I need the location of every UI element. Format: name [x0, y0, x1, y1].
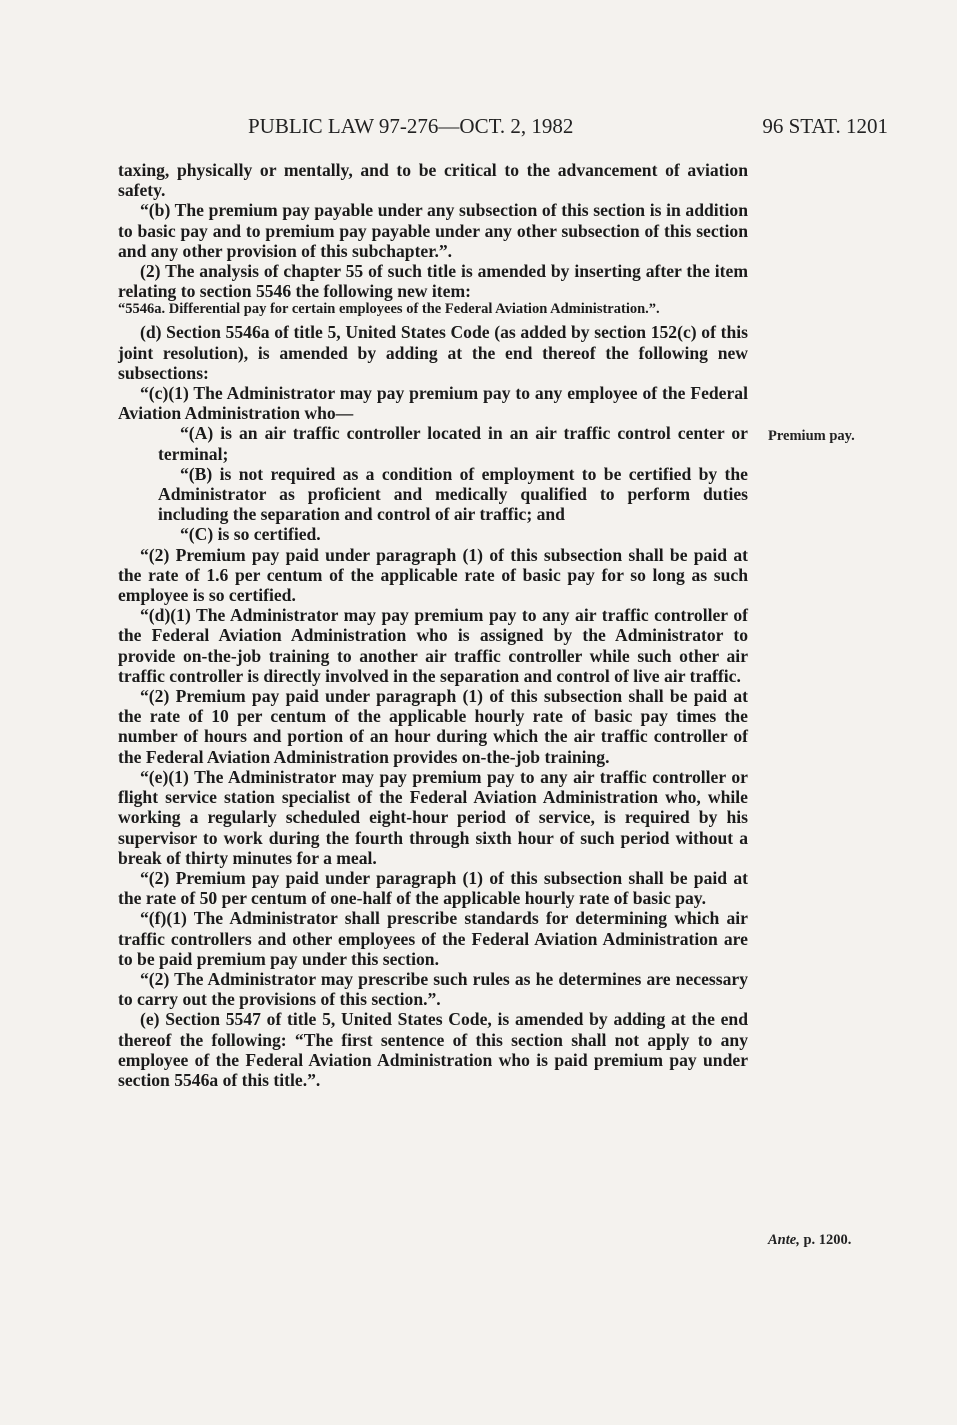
paragraph: (2) The analysis of chapter 55 of such title is amended by inserting after the item relating to section 5546 the following new item:: [118, 261, 748, 302]
statute-citation: 96 STAT. 1201: [762, 114, 888, 138]
margin-note-ante: Ante, p. 1200.: [768, 1232, 852, 1248]
paragraph: “(A) is an air traffic controller located in an air traffic control center or terminal;: [158, 423, 748, 464]
paragraph: “(f)(1) The Administrator shall prescribe standards for determining which air traffic controllers and other employees of the Federal Aviation Administration are to be paid premium pay under this section.: [118, 908, 748, 969]
page-title: PUBLIC LAW 97-276—OCT. 2, 1982: [248, 114, 574, 138]
paragraph: taxing, physically or mentally, and to be critical to the advancement of aviation safety.: [118, 160, 748, 201]
paragraph: “(e)(1) The Administrator may pay premium pay to any air traffic controller or flight service station specialist of the Federal Aviation Administration who, while working a regularly scheduled eight-hour period of service, is required by his supervisor to work during the fourth through sixth hour of such period without a break of thirty minutes for a meal.: [118, 766, 748, 868]
paragraph: “(2) The Administrator may prescribe such rules as he determines are necessary to carry out the provisions of this section.”.: [118, 968, 748, 1010]
table-of-contents-item: “5546a. Differential pay for certain employees of the Federal Aviation Administration.”.: [118, 301, 660, 318]
paragraph: “(C) is so certified.: [180, 524, 321, 545]
document-body: [118, 160, 748, 1090]
paragraph: “(2) Premium pay paid under paragraph (1) of this subsection shall be paid at the rate of 50 per centum of one-half of the applicable hourly rate of basic pay.: [118, 867, 748, 909]
paragraph: (d) Section 5546a of title 5, United States Code (as added by section 152(c) of this joint resolution), is amended by adding at the end thereof the following new subsections:: [118, 322, 748, 383]
paragraph: “(2) Premium pay paid under paragraph (1) of this subsection shall be paid at the rate of 10 per centum of the applicable hourly rate of basic pay times the number of hours and portion of an hour during which the air traffic controller of the Federal Aviation Administration provides on-the-job training.: [118, 686, 748, 767]
page-header: [118, 114, 888, 144]
paragraph: “(d)(1) The Administrator may pay premium pay to any air traffic controller of the Federal Aviation Administration who is assigned by the Administrator to provide on-the-job training to another air traffic controller while such other air traffic controller is directly involved in the separation and control of live air traffic.: [118, 605, 748, 686]
margin-note-premium-pay: Premium pay.: [768, 428, 855, 444]
paragraph: (e) Section 5547 of title 5, United States Code, is amended by adding at the end thereof the following: “The first sentence of this section shall not apply to any employee of the Federal Aviation Administration who is paid premium pay under section 5546a of this title.”.: [118, 1009, 748, 1090]
paragraph: “(c)(1) The Administrator may pay premium pay to any employee of the Federal Aviation Administration who—: [118, 383, 748, 424]
paragraph: “(b) The premium pay payable under any subsection of this section is in addition to basic pay and to premium pay payable under any other subsection of this section and any other provision of this subchapter.”.: [118, 200, 748, 261]
paragraph: “(2) Premium pay paid under paragraph (1) of this subsection shall be paid at the rate of 1.6 per centum of the applicable rate of basic pay for so long as such employee is so certified.: [118, 544, 748, 606]
paragraph: “(B) is not required as a condition of employment to be certified by the Administrator as proficient and medically qualified to perform duties including the separation and control of air traffic; and: [158, 463, 748, 525]
